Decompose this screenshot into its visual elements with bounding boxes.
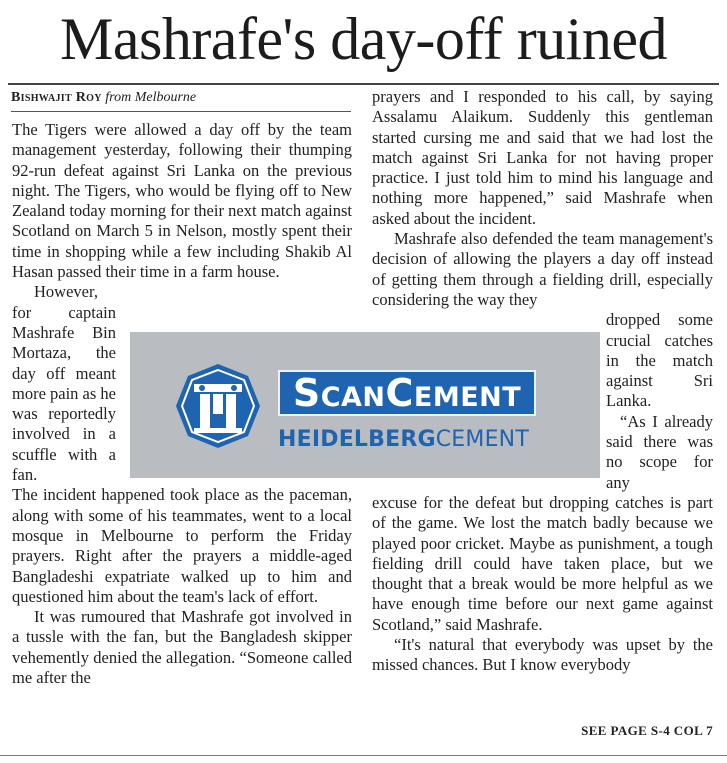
article-paragraph: Mashrafe also defended the team management's decision of allowing the players a day off instead of getting them through a fielding drill, especially considering the way they [372, 229, 713, 309]
heidelbergcement-logo [278, 426, 538, 454]
article-paragraph: prayers and I responded to his call, by saying Assalamu Alaikum. Suddenly this gentleman started cursing me and said that we had lost the match against Sri Lanka for not having proper practice. I just told him to mind his language and nothing more happened,” said Mashrafe when asked about the incident. [372, 87, 713, 228]
headline-rule [8, 83, 719, 85]
article-paragraph: It was rumoured that Mashrafe got involved in a tussle with the fan, but the Bangladesh skipper vehemently denied the allegation. “Someone called me after the [12, 607, 352, 688]
article-paragraph-wrapped: dropped some crucial catches in the match against Sri Lanka. [606, 310, 713, 411]
article-paragraph: “It's natural that everybody was upset by the missed chances. But I know everybody [372, 635, 713, 675]
article-paragraph-wrapped: “As I already said there was no scope for any [606, 411, 713, 492]
article-paragraph: excuse for the defeat but dropping catches is part of the game. We lost the match badly because we played poor cricket. Maybe as punishment, a tough fielding drill could have taken place, but we thought that a break would be more helpful as we have enough time before our next game against Scotland,” said Mashrafe. [372, 492, 713, 634]
byline-location: from Melbourne [105, 90, 197, 105]
heidelberg-wordmark: HEIDELBERG [278, 427, 436, 452]
headline: Mashrafe's day-off ruined [60, 6, 667, 72]
cement-wordmark: CEMENT [435, 427, 529, 452]
article-paragraph-wrapped: However, for captain Mashrafe Bin Mortaza, the day off meant more pain as he was reportedly involved in a scuffle with a fan. [12, 282, 117, 485]
bottom-rule [0, 755, 727, 756]
byline-author: Bishwajit Roy [11, 90, 102, 105]
scancement-logo: ScanCement [278, 370, 536, 416]
article-paragraph: The incident happened took place as the paceman, along with some of his teammates, went to a local mosque in Melbourne to perform the Friday prayers. Right after the prayers a middle-aged Bangladeshi expatriate walked up to him and questioned him about the team's lack of effort. [12, 485, 352, 606]
byline-rule [11, 111, 351, 112]
continued-reference: SEE PAGE S-4 COL 7 [581, 723, 713, 738]
article-paragraph: The Tigers were allowed a day off by the team management yesterday, following their thumping 92-run defeat against Sri Lanka on the previous night. The Tigers, who would be flying off to New Zealand today morning for their next match against Scotland on March 5 in Nelson, mostly spent their time in shopping while a few including Shakib Al Hasan passed their time in a farm house. [12, 120, 352, 282]
pillar-emblem-icon [174, 362, 262, 450]
scancement-advertisement [130, 332, 600, 478]
byline [11, 88, 196, 108]
